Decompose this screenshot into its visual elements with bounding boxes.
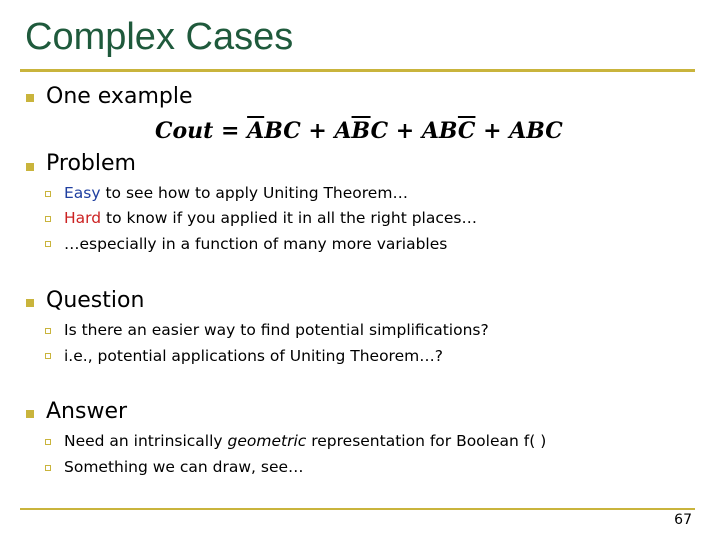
section-heading-problem: Problem [46,151,136,176]
list-item: …especially in a function of many more variables [64,235,448,253]
list-item-text: to know if you applied it in all the right places… [101,209,477,227]
list-item-text: to see how to apply Uniting Theorem… [100,184,408,202]
hollow-square-bullet-icon [45,241,51,247]
formula [155,118,563,144]
page-number: 67 [674,512,692,528]
formula-term-2-part-2: $\overline{B}$ [351,118,371,144]
square-bullet-icon [26,410,34,418]
hollow-square-bullet-icon [45,216,51,222]
list-item [64,209,477,227]
emphasis-geometric: geometric [227,432,307,450]
section-heading-one-example: One example [46,84,193,109]
hollow-square-bullet-icon [45,191,51,197]
formula-term-3-part-1: AB [421,118,458,144]
list-item [64,184,408,202]
slide-title: Complex Cases [25,16,294,58]
formula-plus-1: + [300,118,335,144]
footer-divider [20,508,695,510]
hollow-square-bullet-icon [45,328,51,334]
keyword-hard: Hard [64,209,102,227]
title-divider [20,69,695,72]
formula-term-1-part-2: BC [264,118,301,144]
hollow-square-bullet-icon [45,439,51,445]
formula-term-2 [334,118,388,144]
formula-term-2-part-3: C [370,118,389,144]
section-heading-question: Question [46,288,145,313]
formula-term-3-part-2: $\overline{C}$ [457,118,476,144]
list-item [64,432,546,450]
square-bullet-icon [26,94,34,102]
formula-plus-2: + [388,118,422,144]
formula-term-2-part-1: A [334,118,352,144]
square-bullet-icon [26,163,34,171]
formula-lhs: Cout [155,118,214,144]
formula-term-4: ABC [509,118,563,144]
hollow-square-bullet-icon [45,465,51,471]
list-item: i.e., potential applications of Uniting Theorem…? [64,347,443,365]
formula-term-1-part-1: $\overline{A}$ [247,118,265,144]
formula-plus-3: + [475,118,510,144]
formula-term-1 [247,118,301,144]
hollow-square-bullet-icon [45,353,51,359]
formula-eq: = [213,118,248,144]
formula-term-3 [422,118,476,144]
list-item-text: representation for Boolean f( ) [306,432,547,450]
list-item: Something we can draw, see… [64,458,304,476]
square-bullet-icon [26,299,34,307]
list-item-text: Need an intrinsically [64,432,228,450]
section-heading-answer: Answer [46,399,128,424]
list-item: Is there an easier way to find potential simplifications? [64,321,489,339]
keyword-easy: Easy [64,184,101,202]
